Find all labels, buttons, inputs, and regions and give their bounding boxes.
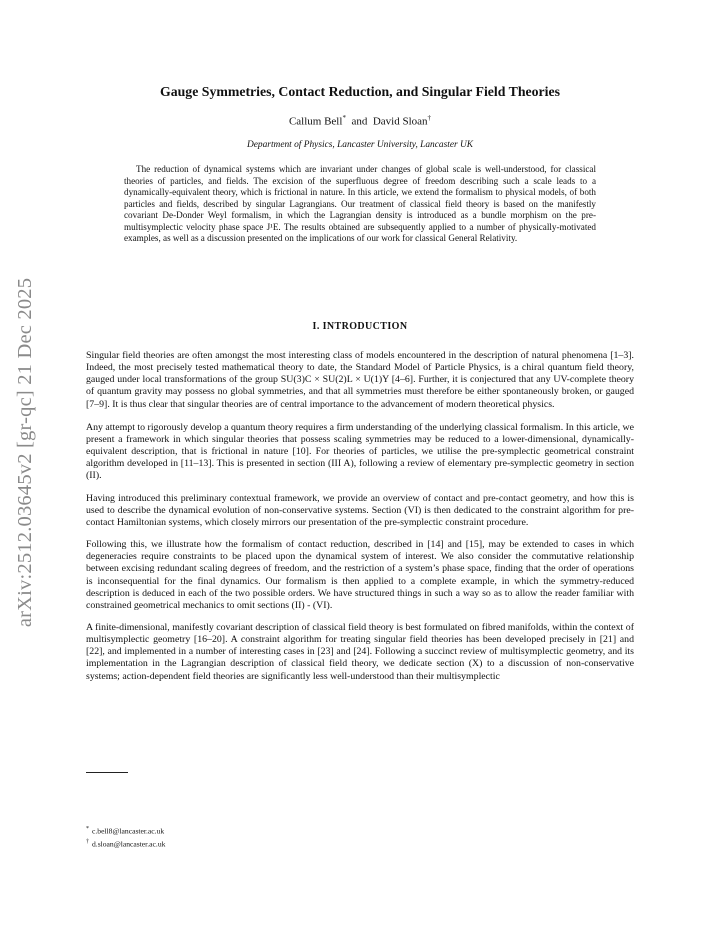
body-paragraph: Having introduced this preliminary contextual framework, we provide an overview of contact and pre-contact geometry, and how this is used to describe the dynamical evolution of non-conservative systems. Section (VI) is then dedicated to the constraint algorithm for pre-contact Hamiltonian systems, which closely mirrors our presentation of the pre-symplectic constraint procedure. [86,492,634,528]
body-paragraph: Following this, we illustrate how the formalism of contact reduction, described in [14] and [15], may be extended to cases in which degeneracies require constraints to be placed upon the dynamical system of interest. We also consider the commutative relationship between excising redundant scaling degrees of freedom, and the restriction of a system’s phase space, finding that the order of operations is inconsequential for the final dynamics. Our formalism is then applied to a complete example, in which the symmetry-reduced description is deduced in each of the two possible orders. We have structured things in such a way so as to allow the reader familiar with constrained geometrical mechanics to omit sections (II) - (VI). [86,539,634,611]
author-footnote-mark: † [427,114,432,122]
abstract: The reduction of dynamical systems which are invariant under changes of global scale is well-understood, for classical theories of particles, and fields. The excision of the superfluous degree of freedom describing such a scale leads to a dynamically-equivalent theory, which is frictional in nature. In this article, we extend the formalism to physical models, of both particles and fields, described by singular Lagrangians. Our treatment of classical field theory is based on the manifestly covariant De-Donder Weyl formalism, in which the Lagrangian density is introduced as a bundle morphism on the pre-multisymplectic velocity phase space J¹E. The results obtained are subsequently applied to a number of physically-motivated examples, as well as a discussion presented on the implications of our work for classical General Relativity. [124,164,596,244]
author-footnote-mark: * [342,114,346,122]
body-text [86,350,634,693]
author-name: David Sloan [372,115,428,128]
footnote-mark: * [86,826,89,832]
author-name: Callum Bell [288,115,343,128]
section-heading: I. INTRODUCTION [312,321,408,332]
body-paragraph: Singular field theories are often amongst the most interesting class of models encountered in the description of natural phenomena [1–3]. Indeed, the most precisely tested mathematical theory to date, the Standard Model of Particle Physics, is a chiral quantum field theory, gauged under local transformations of the group SU(3)C × SU(2)L × U(1)Y [4–6]. Further, it is conjectured that any UV-complete theory of quantum gravity may possess no global symmetries, and that all symmetries must therefore be either spontaneously broken, or gauged [7–9]. It is thus clear that singular theories are of central importance to the advancement of modern theoretical physics. [86,350,634,410]
footnote-email: c.bell8@lancaster.ac.uk [92,826,165,836]
footnote [86,824,165,837]
footnotes [86,824,165,850]
arxiv-identifier-text: arXiv:2512.03645v2 [gr-qc] 21 Dec 2025 [14,277,37,628]
body-paragraph: A finite-dimensional, manifestly covariant description of classical field theory is best formulated on fibred manifolds, within the context of multisymplectic geometry [16–20]. A constraint algorithm for treating singular field theories has been developed precisely in [21] and [22], and implemented in a number of interesting cases in [23] and [24]. Following a succinct review of multisymplectic geometry, and its implementation in the Lagrangian description of classical field theory, we dedicate section (X) to a discussion of non-conservative systems; action-dependent field theories are significantly less well-understood than their multisymplectic [86,621,634,682]
footnote-email: d.sloan@lancaster.ac.uk [92,839,166,849]
affiliation: Department of Physics, Lancaster University, Lancaster UK [246,140,474,150]
footnote [86,837,165,850]
author-line [0,114,720,128]
author-joiner: and [351,115,368,128]
footnote-rule [86,772,128,773]
footnote-mark: † [86,839,89,846]
body-paragraph: Any attempt to rigorously develop a quantum theory requires a firm understanding of the underlying classical formalism. In this article, we present a framework in which singular theories that possess scaling symmetries may be reduced to a lower-dimensional, dynamically-equivalent description, that is frictional in nature [10]. For theories of particles, we utilise the pre-symplectic geometrical constraint algorithm developed in [11–13]. This is presented in section (III A), following a review of elementary pre-symplectic geometry in section (II). [86,421,634,482]
paper-title: Gauge Symmetries, Contact Reduction, and Singular Field Theories [160,84,560,99]
